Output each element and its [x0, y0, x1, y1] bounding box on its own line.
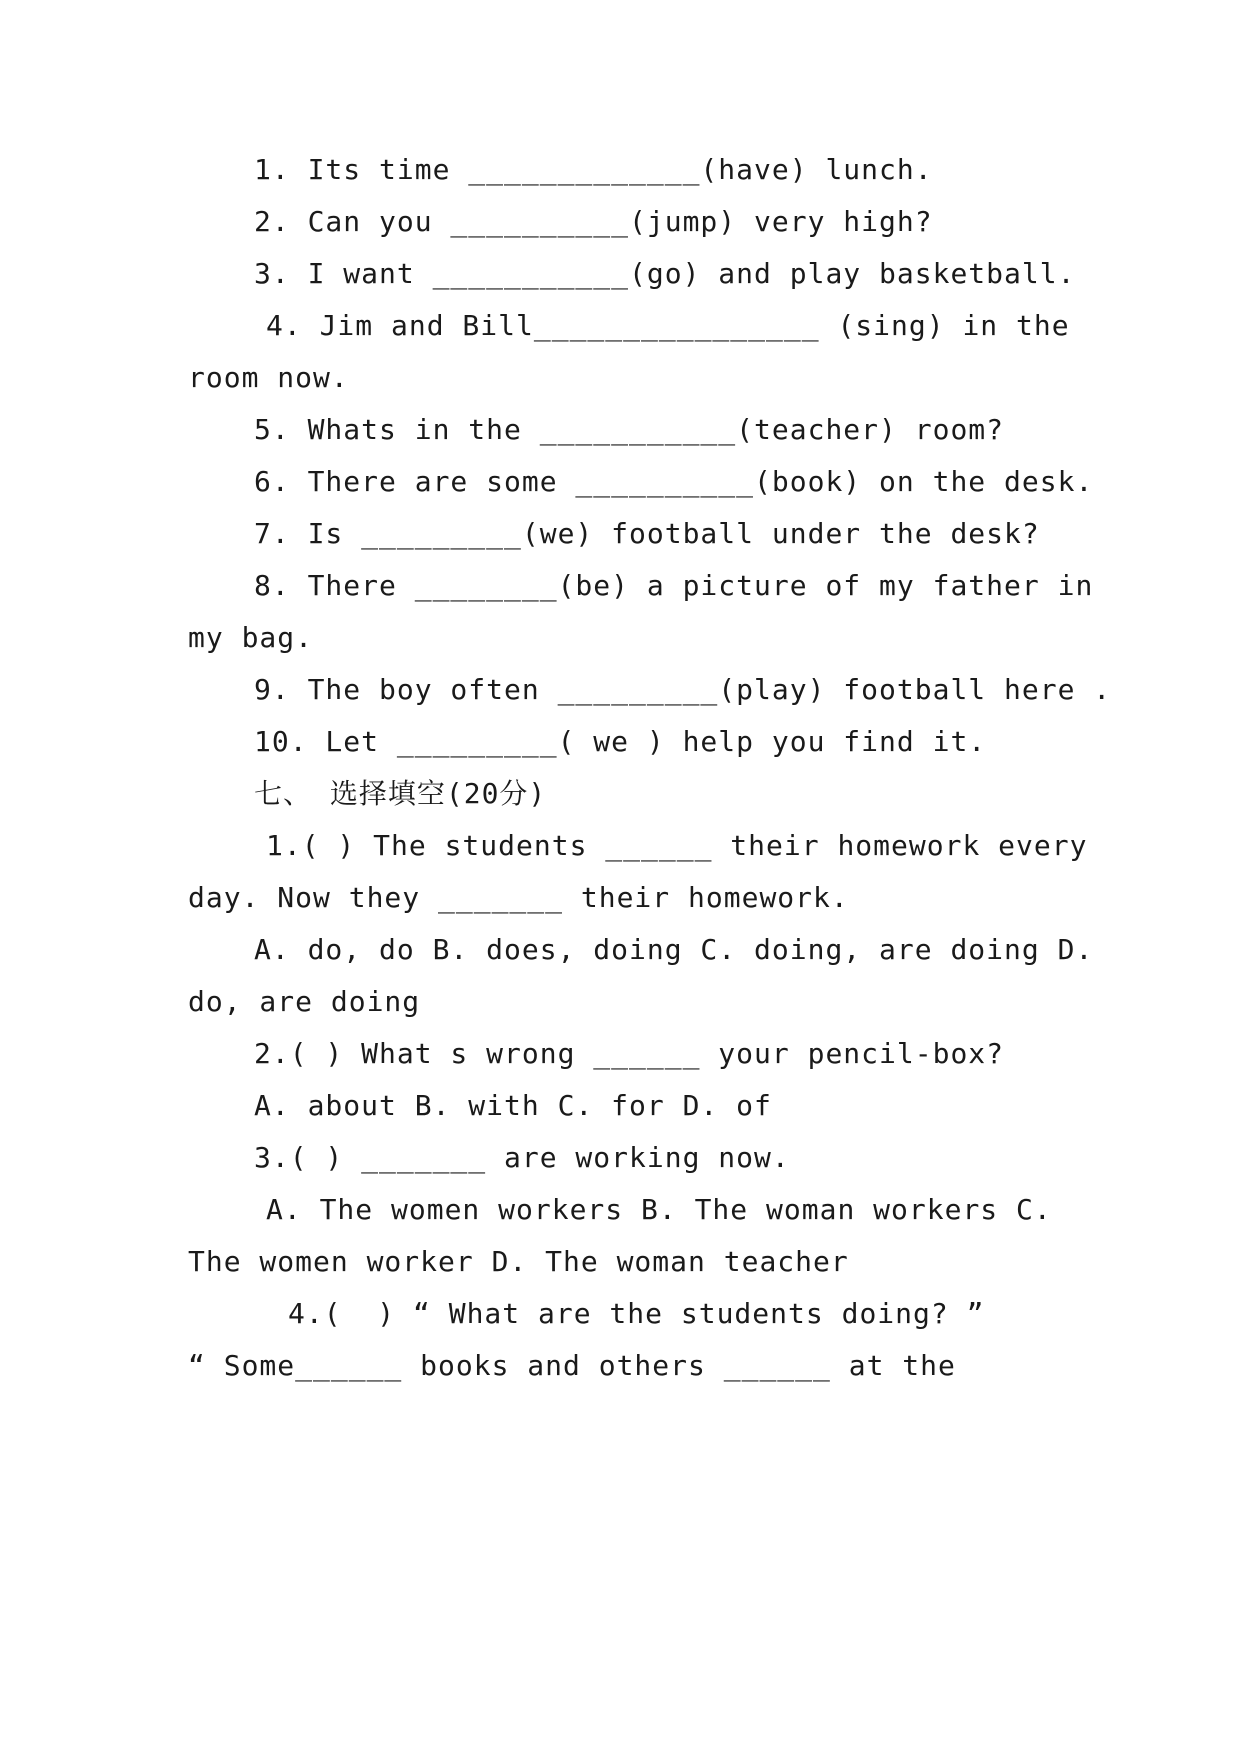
exercise-line-9: 9. The boy often _________(play) football here .	[254, 673, 1112, 706]
choice-q1-options-cont: do, are doing	[188, 985, 421, 1018]
choice-q3-options-cont: The women worker D. The woman teacher	[188, 1245, 849, 1278]
exercise-line-6: 6. There are some __________(book) on the desk.	[254, 465, 1094, 498]
choice-q1-options: A. do, do B. does, doing C. doing, are doing D.	[254, 933, 1094, 966]
choice-q3-options: A. The women workers B. The woman workers C.	[266, 1193, 1052, 1226]
exercise-line-10: 10. Let _________( we ) help you find it.	[254, 725, 987, 758]
exercise-line-5: 5. Whats in the ___________(teacher) room?	[254, 413, 1005, 446]
choice-q2: 2.( ) What s wrong ______ your pencil-box?	[254, 1037, 1005, 1070]
choice-q3: 3.( ) _______ are working now.	[254, 1141, 790, 1174]
exercise-line-8-cont: my bag.	[188, 621, 314, 654]
exercise-line-8: 8. There ________(be) a picture of my father in	[254, 569, 1094, 602]
choice-q4: 4.( ) “ What are the students doing? ”	[288, 1297, 985, 1330]
section-heading: 七、 选择填空(20分)	[254, 777, 547, 810]
exercise-line-3: 3. I want ___________(go) and play basketball.	[254, 257, 1076, 290]
choice-q1: 1.( ) The students ______ their homework every	[266, 829, 1088, 862]
exercise-line-7: 7. Is _________(we) football under the desk?	[254, 517, 1040, 550]
choice-q4-cont: “ Some______ books and others ______ at the	[188, 1349, 956, 1382]
exercise-line-1: 1. Its time _____________(have) lunch.	[254, 153, 933, 186]
exercise-line-4: 4. Jim and Bill________________ (sing) in the	[266, 309, 1070, 342]
choice-q2-options: A. about B. with C. for D. of	[254, 1089, 772, 1122]
exercise-line-2: 2. Can you __________(jump) very high?	[254, 205, 933, 238]
exercise-line-4-cont: room now.	[188, 361, 349, 394]
choice-q1-cont: day. Now they _______ their homework.	[188, 881, 849, 914]
